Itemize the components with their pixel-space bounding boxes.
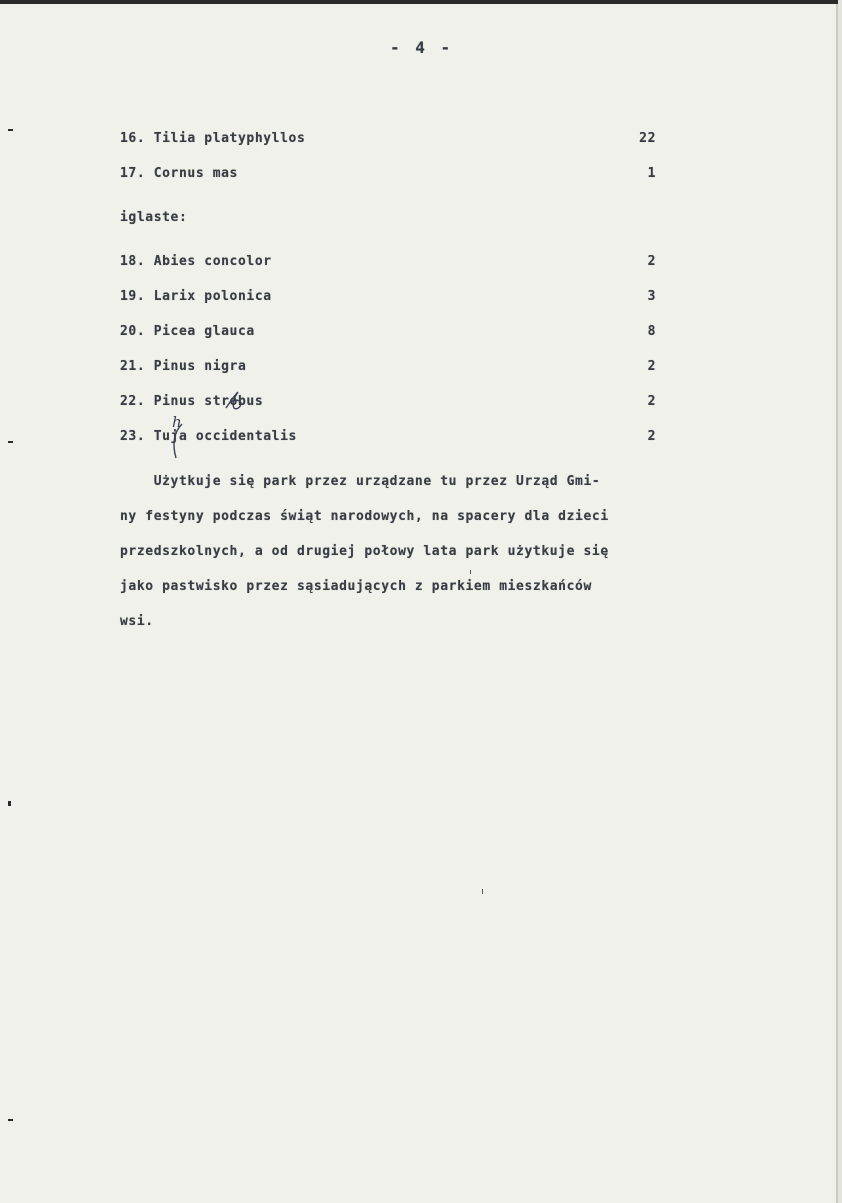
section-heading-conifers: iglaste: [120,210,188,225]
list-item-count: 3 [647,289,656,304]
list-item-label: 21. Pinus nigra [120,359,247,374]
paragraph-line: wsi. [120,614,154,629]
list-item-count: 8 [647,324,656,339]
list-item-label: 19. Larix polonica [120,289,272,304]
binder-mark [8,801,11,806]
list-item-count: 1 [647,166,656,181]
binder-mark [8,1119,13,1121]
list-item-count: 2 [647,359,656,374]
list-item-count: 2 [647,254,656,269]
paragraph-line: przedszkolnych, a od drugiej połowy lata park użytkuje się [120,544,609,559]
paragraph-line: ny festyny podczas świąt narodowych, na spacery dla dzieci [120,509,609,524]
list-item-label: 23. Tuja occidentalis [120,429,297,444]
paper-speck [470,570,471,574]
handwritten-bracket-mark [166,422,186,462]
list-item-count: 2 [647,394,656,409]
list-item-count: 2 [647,429,656,444]
list-item-label: 17. Cornus mas [120,166,238,181]
paper-speck [482,889,483,894]
binder-mark [8,129,13,131]
page-number: - 4 - [390,38,454,57]
list-item-label: 18. Abies concolor [120,254,272,269]
list-item-label: 16. Tilia platyphyllos [120,131,306,146]
list-item-label: 20. Picea glauca [120,324,255,339]
list-item-label: 22. Pinus strobus [120,394,264,409]
binder-mark [8,441,13,443]
handwritten-correction-mark [222,390,244,412]
list-item-count: 22 [639,131,656,146]
handwritten-correction: h [172,413,182,431]
paragraph-line: jako pastwisko przez sąsiadujących z parkiem mieszkańców [120,579,592,594]
paragraph-line: Użytkuje się park przez urządzane tu przez Urząd Gmi- [120,474,601,489]
